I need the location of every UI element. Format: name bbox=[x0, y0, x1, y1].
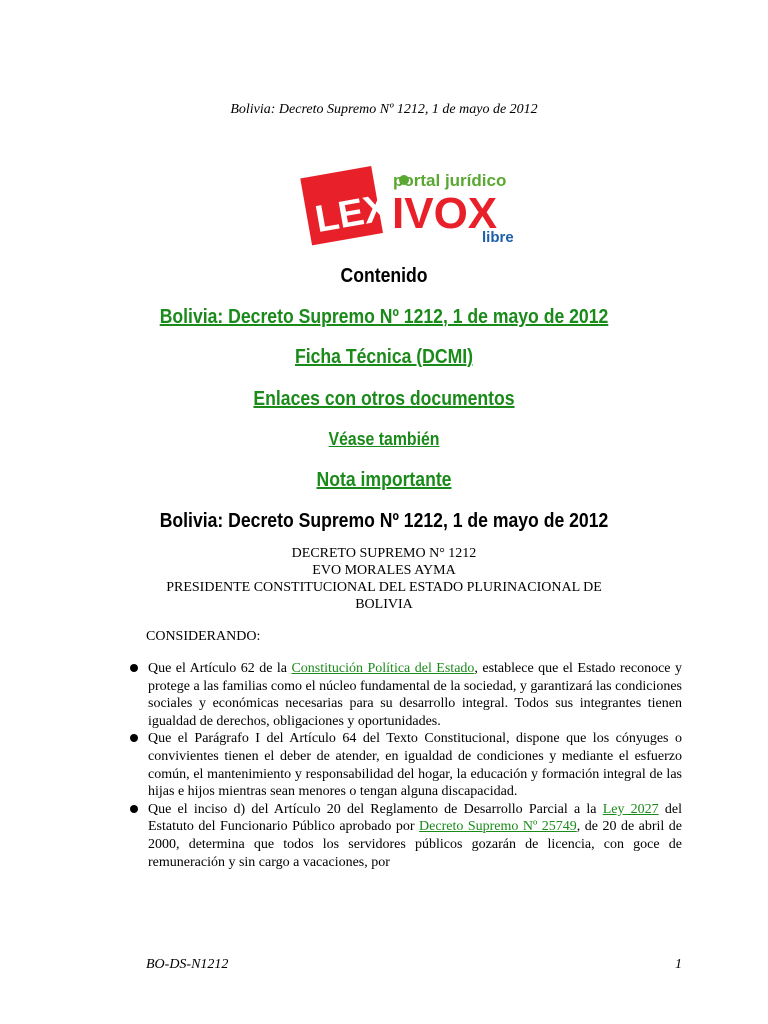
toc-link-ficha-tecnica[interactable]: Ficha Técnica (DCMI) bbox=[294, 346, 473, 368]
running-header: Bolivia: Decreto Supremo Nº 1212, 1 de mayo de 2012 bbox=[230, 102, 538, 117]
item-text: Que el Artículo 62 de la bbox=[148, 661, 292, 676]
link-ley-2027[interactable]: Ley 2027 bbox=[602, 801, 659, 817]
lexivox-logo-graphic bbox=[300, 160, 530, 250]
considerando-heading: CONSIDERANDO: bbox=[146, 629, 261, 644]
toc-link-vease-tambien[interactable]: Véase también bbox=[328, 429, 440, 449]
logo-lex-text: LEX bbox=[312, 186, 393, 242]
footer-page-number: 1 bbox=[675, 957, 682, 972]
item-text: , establece que el Estado reconoce y protege a las familias como el núcleo fundamental de la sociedad, y garantizará las condiciones sociales y económicas necesarias para su desarrollo integral. Todos sus integrantes tienen igualdad de derechos, obligaciones y oportunidades. bbox=[148, 661, 682, 729]
item-text: Que el inciso d) del Artículo 20 del Reglamento de Desarrollo Parcial a la bbox=[148, 801, 603, 817]
logo-portal-text: portal jurídico bbox=[393, 171, 507, 190]
toc-link-decree[interactable]: Bolivia: Decreto Supremo Nº 1212, 1 de mayo de 2012 bbox=[159, 306, 609, 328]
list-item bbox=[130, 801, 682, 871]
logo-vox-text: IVOX bbox=[392, 189, 498, 238]
list-item bbox=[130, 660, 682, 730]
item-text: Que el Parágrafo I del Artículo 64 del Texto Constitucional, dispone que los cónyuges o convivientes tienen el deber de atender, en igualdad de condiciones y mediante el esfuerzo común, el mantenimiento y responsabilidad del hogar, la educación y formación integral de las hijas e hijos mientras sean menores o tengan alguna discapacidad. bbox=[148, 731, 682, 800]
item-text: del Estatuto del Funcionario Público aprobado por bbox=[148, 801, 683, 835]
president-title: PRESIDENTE CONSTITUCIONAL DEL ESTADO PLURINACIONAL DE BOLIVIA bbox=[166, 580, 602, 612]
footer-doc-id: BO-DS-N1212 bbox=[146, 957, 229, 972]
decree-number: DECRETO SUPREMO N° 1212 bbox=[291, 546, 477, 561]
logo-libre-text: libre bbox=[482, 229, 514, 246]
decree-heading bbox=[150, 545, 618, 613]
lexivox-logo bbox=[300, 160, 530, 250]
president-name: EVO MORALES AYMA bbox=[312, 563, 456, 578]
toc-link-nota-importante[interactable]: Nota importante bbox=[316, 469, 452, 491]
toc-title: Contenido bbox=[340, 265, 428, 287]
bullet-icon bbox=[130, 664, 138, 672]
link-constitucion[interactable]: Constitución Política del Estado bbox=[291, 661, 475, 676]
item-text: , de 20 de abril de 2000, determina que todos los servidores públicos gozarán de licencia, con goce de remuneración y sin cargo a vacaciones, por bbox=[148, 819, 682, 870]
bullet-icon bbox=[130, 805, 138, 813]
link-decreto-25749[interactable]: Decreto Supremo Nº 25749 bbox=[419, 819, 577, 835]
toc-link-enlaces[interactable]: Enlaces con otros documentos bbox=[253, 388, 515, 410]
considerando-list bbox=[130, 660, 682, 871]
list-item bbox=[130, 730, 682, 800]
bullet-icon bbox=[130, 734, 138, 742]
document-title: Bolivia: Decreto Supremo Nº 1212, 1 de mayo de 2012 bbox=[159, 510, 609, 532]
